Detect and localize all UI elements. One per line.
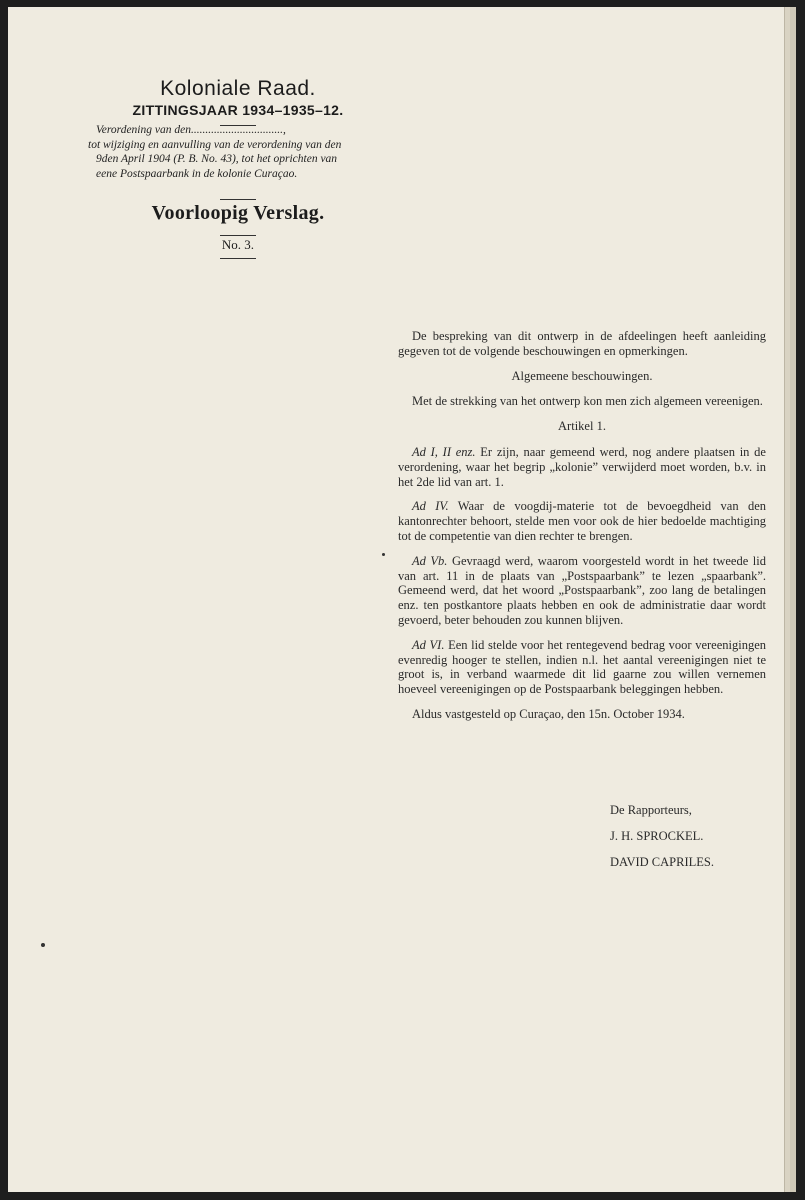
ink-speck bbox=[382, 553, 385, 556]
general-paragraph: Met de strekking van het ontwerp kon men zich algemeen vereenigen. bbox=[412, 394, 763, 409]
ad-i-paragraph bbox=[398, 445, 766, 489]
signatory-1: J. H. SPROCKEL. bbox=[610, 829, 704, 843]
ad-iv-text: Waar de voogdij-materie tot de bevoegdheid van den kantonrechter behoort, stelde men voor ook de hier bedoelde machtiging tot de competentie van dien rechter te brengen. bbox=[398, 499, 766, 543]
signatory-2: DAVID CAPRILES. bbox=[610, 855, 714, 869]
report-number: No. 3. bbox=[221, 237, 255, 252]
council-title: Koloniale Raad. bbox=[160, 77, 316, 100]
document-header bbox=[88, 77, 388, 126]
number-divider-top bbox=[220, 235, 256, 236]
ad-iv-paragraph bbox=[398, 499, 766, 543]
session-year: ZITTINGSJAAR 1934–1935–12. bbox=[132, 102, 344, 118]
ad-vi-text: Een lid stelde voor het rentegevend bedrag voor vereenigingen evenredig hooger te stellen, indien n.l. het aantal vereenigingen niet te groot is, in verband waarmede dit lid gaarne zou willen vernemen hoeveel vereenigingen op de Postspaarbank beleggingen hebben. bbox=[398, 637, 766, 697]
closing-paragraph: Aldus vastgesteld op Curaçao, den 15n. October 1934. bbox=[412, 706, 685, 721]
ad-iv-label: Ad IV. bbox=[412, 499, 449, 514]
subject-line-1: Verordening van den................................, bbox=[96, 124, 286, 136]
ad-vb-paragraph bbox=[398, 554, 766, 628]
report-body bbox=[398, 329, 766, 732]
ad-i-label: Ad I, II enz. bbox=[412, 444, 476, 459]
general-heading: Algemeene beschouwingen. bbox=[511, 368, 653, 383]
ad-vi-label: Ad VI. bbox=[412, 637, 445, 652]
signatures bbox=[610, 797, 714, 875]
ad-vi-paragraph bbox=[398, 638, 766, 697]
ad-i-text: Er zijn, naar gemeend werd, nog andere plaatsen in de verordening, waar het begrip „kolonie” verwijderd moet worden, b.v. in het 2de lid van art. 1. bbox=[398, 444, 766, 489]
rapporteurs-label: De Rapporteurs, bbox=[610, 803, 692, 817]
ordinance-subject bbox=[88, 123, 350, 181]
report-title: Voorloopig Verslag. bbox=[151, 202, 325, 224]
ink-speck bbox=[41, 943, 45, 947]
subject-line-2: tot wijziging en aanvulling van de verordening van den 9den April 1904 (P. B. No. 43), tot het oprichten van eene Postspaarbank in de kolonie Curaçao. bbox=[88, 138, 342, 180]
number-divider-bottom-wrap bbox=[88, 252, 388, 259]
ad-vb-label: Ad Vb. bbox=[412, 553, 448, 568]
document-page bbox=[8, 7, 792, 1192]
title-divider bbox=[220, 199, 256, 200]
book-edge bbox=[790, 7, 796, 1192]
ad-vb-text: Gevraagd werd, waarom voorgesteld wordt in het tweede lid van art. 11 in de plaats van „Postspaarbank” te lezen „spaarbank”. Gemeend werd, dat het woord „Postspaarbank”, zoo lang de betalingen enz. ten postkantore plaats hebben en ook de administratie daar wordt gevoerd, beter behouden zou kunnen blijven. bbox=[398, 553, 767, 627]
number-divider-wrap bbox=[88, 229, 388, 236]
article-heading: Artikel 1. bbox=[558, 419, 606, 434]
number-divider-bottom bbox=[220, 258, 256, 259]
intro-paragraph: De bespreking van dit ontwerp in de afdeelingen heeft aanleiding gegeven tot de volgende beschouwingen en opmerkingen. bbox=[398, 329, 766, 358]
title-divider-wrap bbox=[88, 193, 388, 200]
